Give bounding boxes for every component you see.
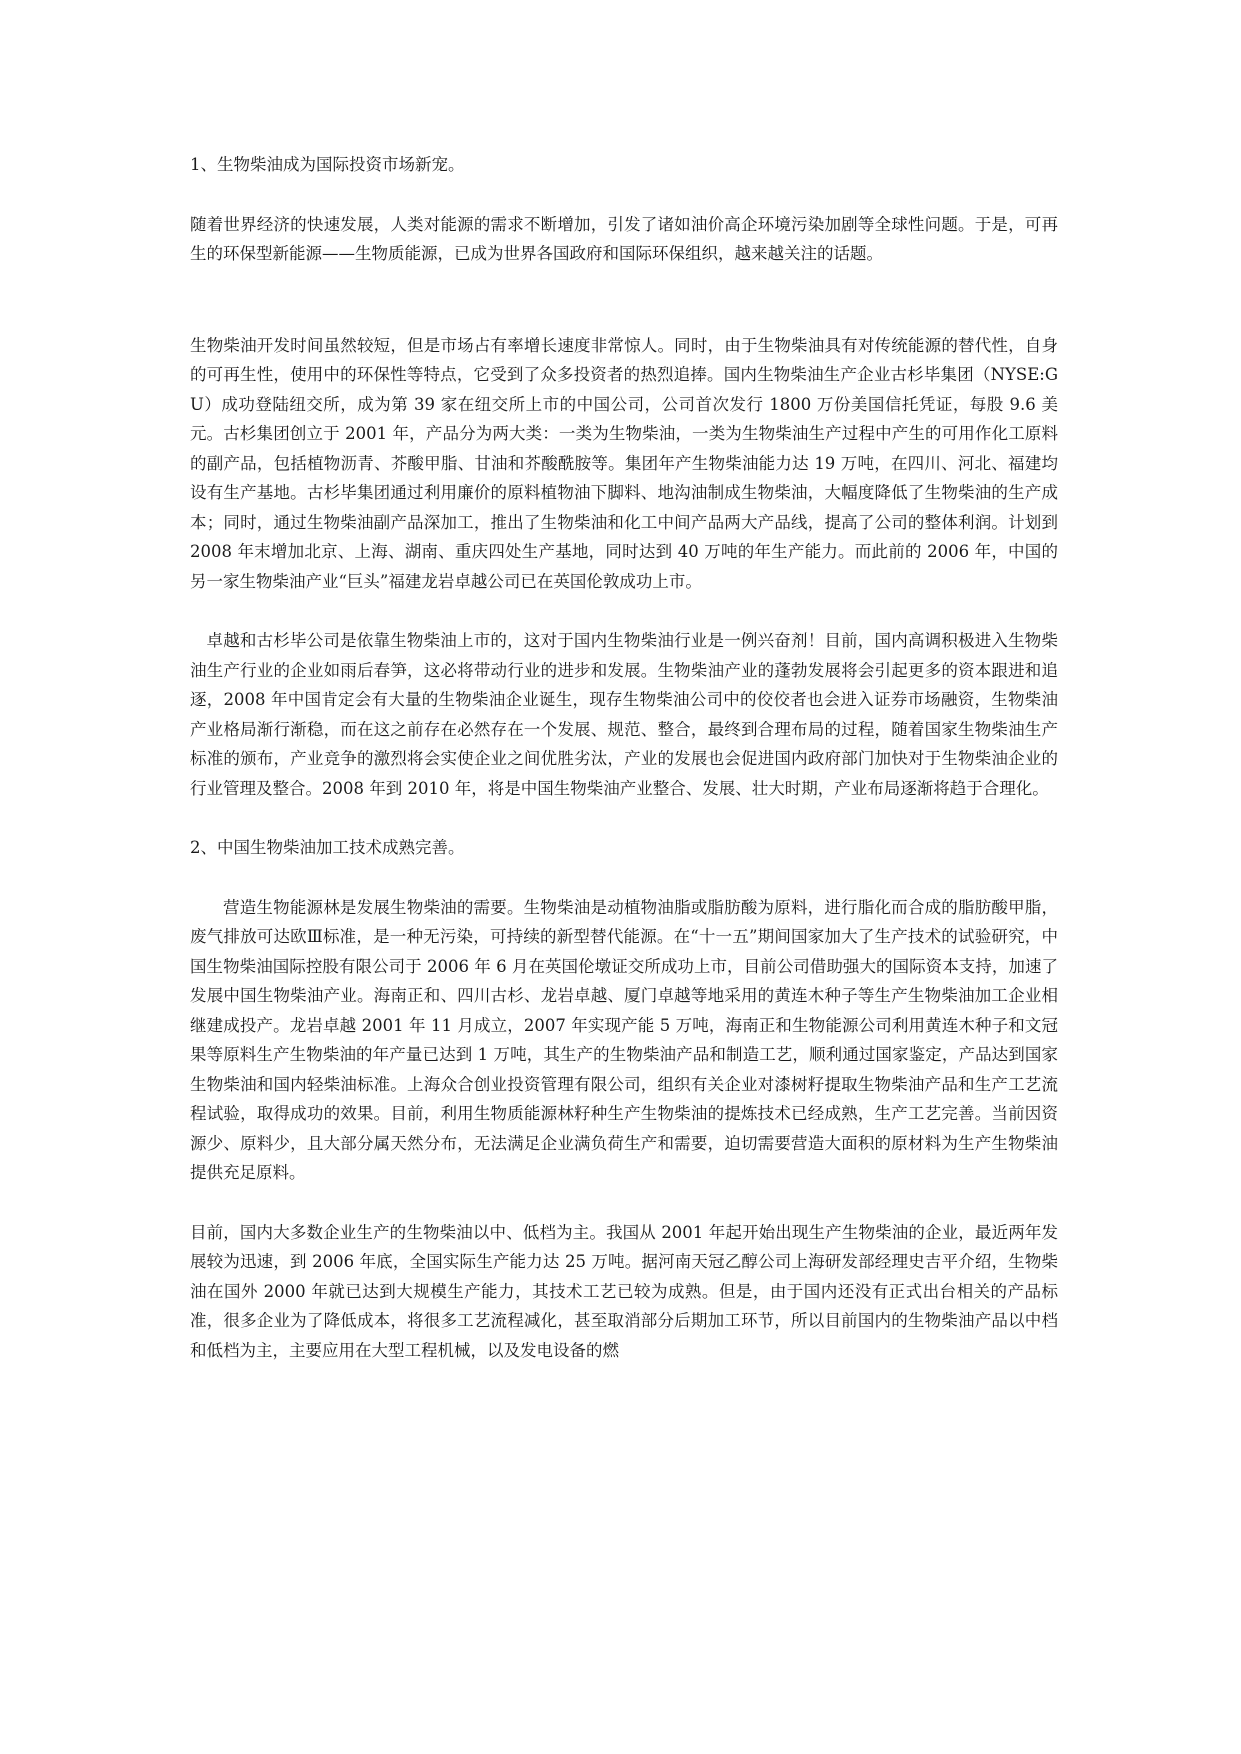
paragraph-1: 随着世界经济的快速发展，人类对能源的需求不断增加，引发了诸如油价高企环境污染加剧等全球性问题。于是，可再生的环保型新能源——生物质能源，已成为世界各国政府和国际环保组织，越来越关注的话题。: [190, 214, 1058, 263]
paragraph-2: 生物柴油开发时间虽然较短，但是市场占有率增长速度非常惊人。同时，由于生物柴油具有对传统能源的替代性，自身的可再生性，使用中的环保性等特点，它受到了众多投资者的热烈追捧。国内生物柴油生产企业古杉毕集团（NYSE:GU）成功登陆纽交所，成为第 39 家在纽交所上市的中国公司，公司首次发行 1800 万份美国信托凭证，每股 9.6 美元。古杉集团创立于 2001 年，产品分为两大类：一类为生物柴油，一类为生物柴油生产过程中产生的可用作化工原料的副产品，包括植物沥青、芥酸甲脂、甘油和芥酸酰胺等。集团年产生物柴油能力达 19 万吨，在四川、河北、福建均设有生产基地。古杉毕集团通过利用廉价的原料植物油下脚料、地沟油制成生物柴油，大幅度降低了生物柴油的生产成本；同时，通过生物柴油副产品深加工，推出了生物柴油和化工中间产品两大产品线，提高了公司的整体利润。计划到 2008 年末增加北京、上海、湖南、重庆四处生产基地，同时达到 40 万吨的年生产能力。而此前的 2006 年，中国的另一家生物柴油产业“巨头”福建龙岩卓越公司已在英国伦敦成功上市。: [190, 335, 1058, 591]
paragraph-5: 目前，国内大多数企业生产的生物柴油以中、低档为主。我国从 2001 年起开始出现生产生物柴油的企业，最近两年发展较为迅速，到 2006 年底，全国实际生产能力达 25 万吨。据河南天冠乙醇公司上海研发部经理史吉平介绍，生物柴油在国外 2000 年就已达到大规模生产能力，其技术工艺已较为成熟。但是，由于国内还没有正式出台相关的产品标准，很多企业为了降低成本，将很多工艺流程减化，甚至取消部分后期加工环节，所以目前国内的生物柴油产品以中档和低档为主，主要应用在大型工程机械，以及发电设备的燃: [190, 1222, 1058, 1360]
section-heading-2: 2、中国生物柴油加工技术成熟完善。: [190, 838, 465, 857]
section-heading-1: 1、生物柴油成为国际投资市场新宠。: [190, 155, 465, 174]
document-page: [190, 150, 1058, 1365]
paragraph-4: 营造生物能源林是发展生物柴油的需要。生物柴油是动植物油脂或脂肪酸为原料，进行脂化而合成的脂肪酸甲脂，废气排放可达欧Ⅲ标准，是一种无污染，可持续的新型替代能源。在“十一五”期间国家加大了生产技术的试验研究，中国生物柴油国际控股有限公司于 2006 年 6 月在英国伦墩证交所成功上市，目前公司借助强大的国际资本支持，加速了发展中国生物柴油产业。海南正和、四川古杉、龙岩卓越、厦门卓越等地采用的黄连木种子等生产生物柴油加工企业相继建成投产。龙岩卓越 2001 年 11 月成立，2007 年实现产能 5 万吨，海南正和生物能源公司利用黄连木种子和文冠果等原料生产生物柴油的年产量已达到 1 万吨，其生产的生物柴油产品和制造工艺，顺利通过国家鉴定，产品达到国家生物柴油和国内轻柴油标准。上海众合创业投资管理有限公司，组织有关企业对漆树籽提取生物柴油产品和生产工艺流程试验，取得成功的效果。目前，利用生物质能源林籽种生产生物柴油的提炼技术已经成熟，生产工艺完善。当前因资源少、原料少，且大部分属天然分布，无法满足企业满负荷生产和需要，迫切需要营造大面积的原材料为生产生物柴油提供充足原料。: [190, 897, 1058, 1182]
paragraph-3: 卓越和古杉毕公司是依靠生物柴油上市的，这对于国内生物柴油行业是一例兴奋剂！目前，国内高调积极进入生物柴油生产行业的企业如雨后春笋，这必将带动行业的进步和发展。生物柴油产业的蓬勃发展将会引起更多的资本跟进和追逐，2008 年中国肯定会有大量的生物柴油企业诞生，现存生物柴油公司中的佼佼者也会进入证券市场融资，生物柴油产业格局渐行渐稳，而在这之前存在必然存在一个发展、规范、整合，最终到合理布局的过程，随着国家生物柴油生产标准的颁布，产业竞争的激烈将会实使企业之间优胜劣汰，产业的发展也会促进国内政府部门加快对于生物柴油企业的行业管理及整合。2008 年到 2010 年，将是中国生物柴油产业整合、发展、壮大时期，产业布局逐渐将趋于合理化。: [190, 631, 1058, 798]
